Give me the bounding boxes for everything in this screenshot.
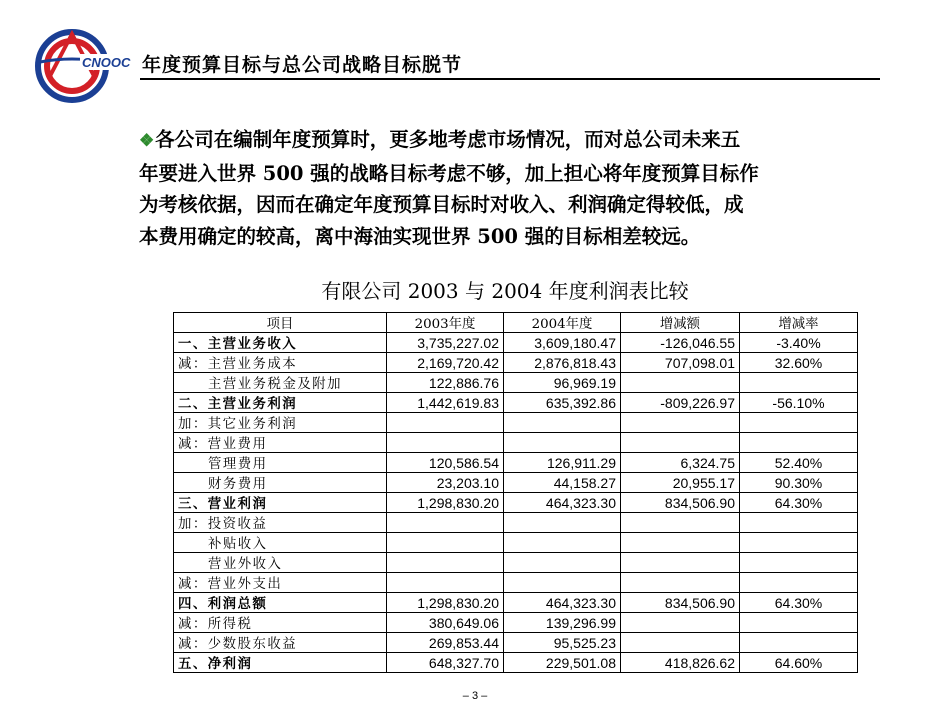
table-row — [174, 633, 858, 653]
value-2003-cell: 648,327.70 — [387, 653, 504, 673]
change-amount-cell — [621, 573, 740, 593]
change-rate-cell — [740, 613, 858, 633]
change-rate-cell: 64.30% — [740, 593, 858, 613]
row-item-cell: 营业外收入 — [174, 553, 387, 573]
column-header: 增减率 — [740, 313, 858, 333]
logo-text: CNOOC — [82, 55, 131, 70]
value-2003-cell — [387, 553, 504, 573]
table-row — [174, 473, 858, 493]
value-2004-cell — [504, 413, 621, 433]
diamond-bullet-icon: ❖ — [139, 131, 155, 151]
table-row — [174, 433, 858, 453]
page-title: 年度预算目标与总公司战略目标脱节 — [142, 54, 463, 76]
change-amount-cell: 834,506.90 — [621, 493, 740, 513]
value-2004-cell: 464,323.30 — [504, 493, 621, 513]
cnooc-logo — [34, 26, 138, 106]
table-title: 有限公司 2003 与 2004 年度利润表比较 — [321, 279, 689, 303]
change-rate-cell — [740, 413, 858, 433]
row-item-cell: 加：其它业务利润 — [174, 413, 387, 433]
value-2004-cell: 126,911.29 — [504, 453, 621, 473]
change-amount-cell — [621, 533, 740, 553]
change-amount-cell — [621, 433, 740, 453]
value-2004-cell: 96,969.19 — [504, 373, 621, 393]
change-rate-cell — [740, 573, 858, 593]
row-item-cell: 五、净利润 — [174, 653, 387, 673]
change-amount-cell — [621, 373, 740, 393]
value-2004-cell: 44,158.27 — [504, 473, 621, 493]
table-header-row — [174, 313, 858, 333]
change-rate-cell: 32.60% — [740, 353, 858, 373]
table-row — [174, 613, 858, 633]
row-item-cell: 减：少数股东收益 — [174, 633, 387, 653]
table-row — [174, 493, 858, 513]
profit-comparison-table — [173, 312, 858, 673]
value-2003-cell: 23,203.10 — [387, 473, 504, 493]
change-rate-cell: -56.10% — [740, 393, 858, 413]
value-2004-cell — [504, 573, 621, 593]
value-2004-cell — [504, 553, 621, 573]
change-rate-cell — [740, 633, 858, 653]
value-2004-cell: 3,609,180.47 — [504, 333, 621, 353]
bullet-paragraph — [139, 124, 879, 252]
value-2003-cell — [387, 433, 504, 453]
row-item-cell: 三、营业利润 — [174, 493, 387, 513]
value-2003-cell: 1,298,830.20 — [387, 593, 504, 613]
change-rate-cell: 52.40% — [740, 453, 858, 473]
row-item-cell: 减：主营业务成本 — [174, 353, 387, 373]
table-row — [174, 553, 858, 573]
change-rate-cell — [740, 433, 858, 453]
table-row — [174, 653, 858, 673]
value-2003-cell: 380,649.06 — [387, 613, 504, 633]
value-2004-cell: 229,501.08 — [504, 653, 621, 673]
value-2004-cell — [504, 533, 621, 553]
value-2003-cell — [387, 533, 504, 553]
column-header: 项目 — [174, 313, 387, 333]
column-header: 增减额 — [621, 313, 740, 333]
table-row — [174, 513, 858, 533]
row-item-cell: 主营业务税金及附加 — [174, 373, 387, 393]
table-row — [174, 593, 858, 613]
change-amount-cell — [621, 633, 740, 653]
change-rate-cell — [740, 553, 858, 573]
row-item-cell: 减：营业费用 — [174, 433, 387, 453]
value-2003-cell — [387, 413, 504, 433]
change-rate-cell: 90.30% — [740, 473, 858, 493]
change-amount-cell: 20,955.17 — [621, 473, 740, 493]
change-amount-cell: -809,226.97 — [621, 393, 740, 413]
change-amount-cell: -126,046.55 — [621, 333, 740, 353]
title-divider — [140, 78, 880, 80]
value-2004-cell: 95,525.23 — [504, 633, 621, 653]
table-row — [174, 453, 858, 473]
value-2003-cell: 1,298,830.20 — [387, 493, 504, 513]
value-2004-cell: 635,392.86 — [504, 393, 621, 413]
row-item-cell: 减：所得税 — [174, 613, 387, 633]
table-body — [174, 333, 858, 673]
change-amount-cell: 834,506.90 — [621, 593, 740, 613]
value-2003-cell — [387, 573, 504, 593]
table-row — [174, 393, 858, 413]
row-item-cell: 减：营业外支出 — [174, 573, 387, 593]
value-2003-cell: 122,886.76 — [387, 373, 504, 393]
row-item-cell: 财务费用 — [174, 473, 387, 493]
change-rate-cell — [740, 533, 858, 553]
table-row — [174, 373, 858, 393]
row-item-cell: 加：投资收益 — [174, 513, 387, 533]
table-row — [174, 533, 858, 553]
change-amount-cell: 707,098.01 — [621, 353, 740, 373]
row-item-cell: 一、主营业务收入 — [174, 333, 387, 353]
change-rate-cell — [740, 373, 858, 393]
page-number: – 3 – — [462, 690, 488, 702]
table-row — [174, 573, 858, 593]
table-row — [174, 353, 858, 373]
row-item-cell: 管理费用 — [174, 453, 387, 473]
change-rate-cell: 64.30% — [740, 493, 858, 513]
change-amount-cell — [621, 553, 740, 573]
change-amount-cell: 6,324.75 — [621, 453, 740, 473]
value-2004-cell: 464,323.30 — [504, 593, 621, 613]
value-2003-cell: 1,442,619.83 — [387, 393, 504, 413]
value-2003-cell: 2,169,720.42 — [387, 353, 504, 373]
change-amount-cell — [621, 513, 740, 533]
value-2004-cell: 139,296.99 — [504, 613, 621, 633]
value-2004-cell — [504, 433, 621, 453]
column-header: 2003年度 — [387, 313, 504, 333]
column-header: 2004年度 — [504, 313, 621, 333]
value-2004-cell — [504, 513, 621, 533]
value-2003-cell: 269,853.44 — [387, 633, 504, 653]
change-amount-cell — [621, 413, 740, 433]
value-2004-cell: 2,876,818.43 — [504, 353, 621, 373]
change-amount-cell — [621, 613, 740, 633]
table-row — [174, 413, 858, 433]
table-row — [174, 333, 858, 353]
row-item-cell: 二、主营业务利润 — [174, 393, 387, 413]
bullet-text: 各公司在编制年度预算时，更多地考虑市场情况，而对总公司未来五 年要进入世界 500 强的战略目标考虑不够，加上担心将年度预算目标作 为考核依据，因而在确定年度预算目标时对收入、利润确定得较低，成 本费用确定的较高，离中海油实现世界 500 强的目标相差较远。 — [139, 128, 759, 248]
value-2003-cell: 120,586.54 — [387, 453, 504, 473]
row-item-cell: 四、利润总额 — [174, 593, 387, 613]
change-rate-cell: -3.40% — [740, 333, 858, 353]
change-amount-cell: 418,826.62 — [621, 653, 740, 673]
row-item-cell: 补贴收入 — [174, 533, 387, 553]
value-2003-cell: 3,735,227.02 — [387, 333, 504, 353]
change-rate-cell: 64.60% — [740, 653, 858, 673]
change-rate-cell — [740, 513, 858, 533]
value-2003-cell — [387, 513, 504, 533]
